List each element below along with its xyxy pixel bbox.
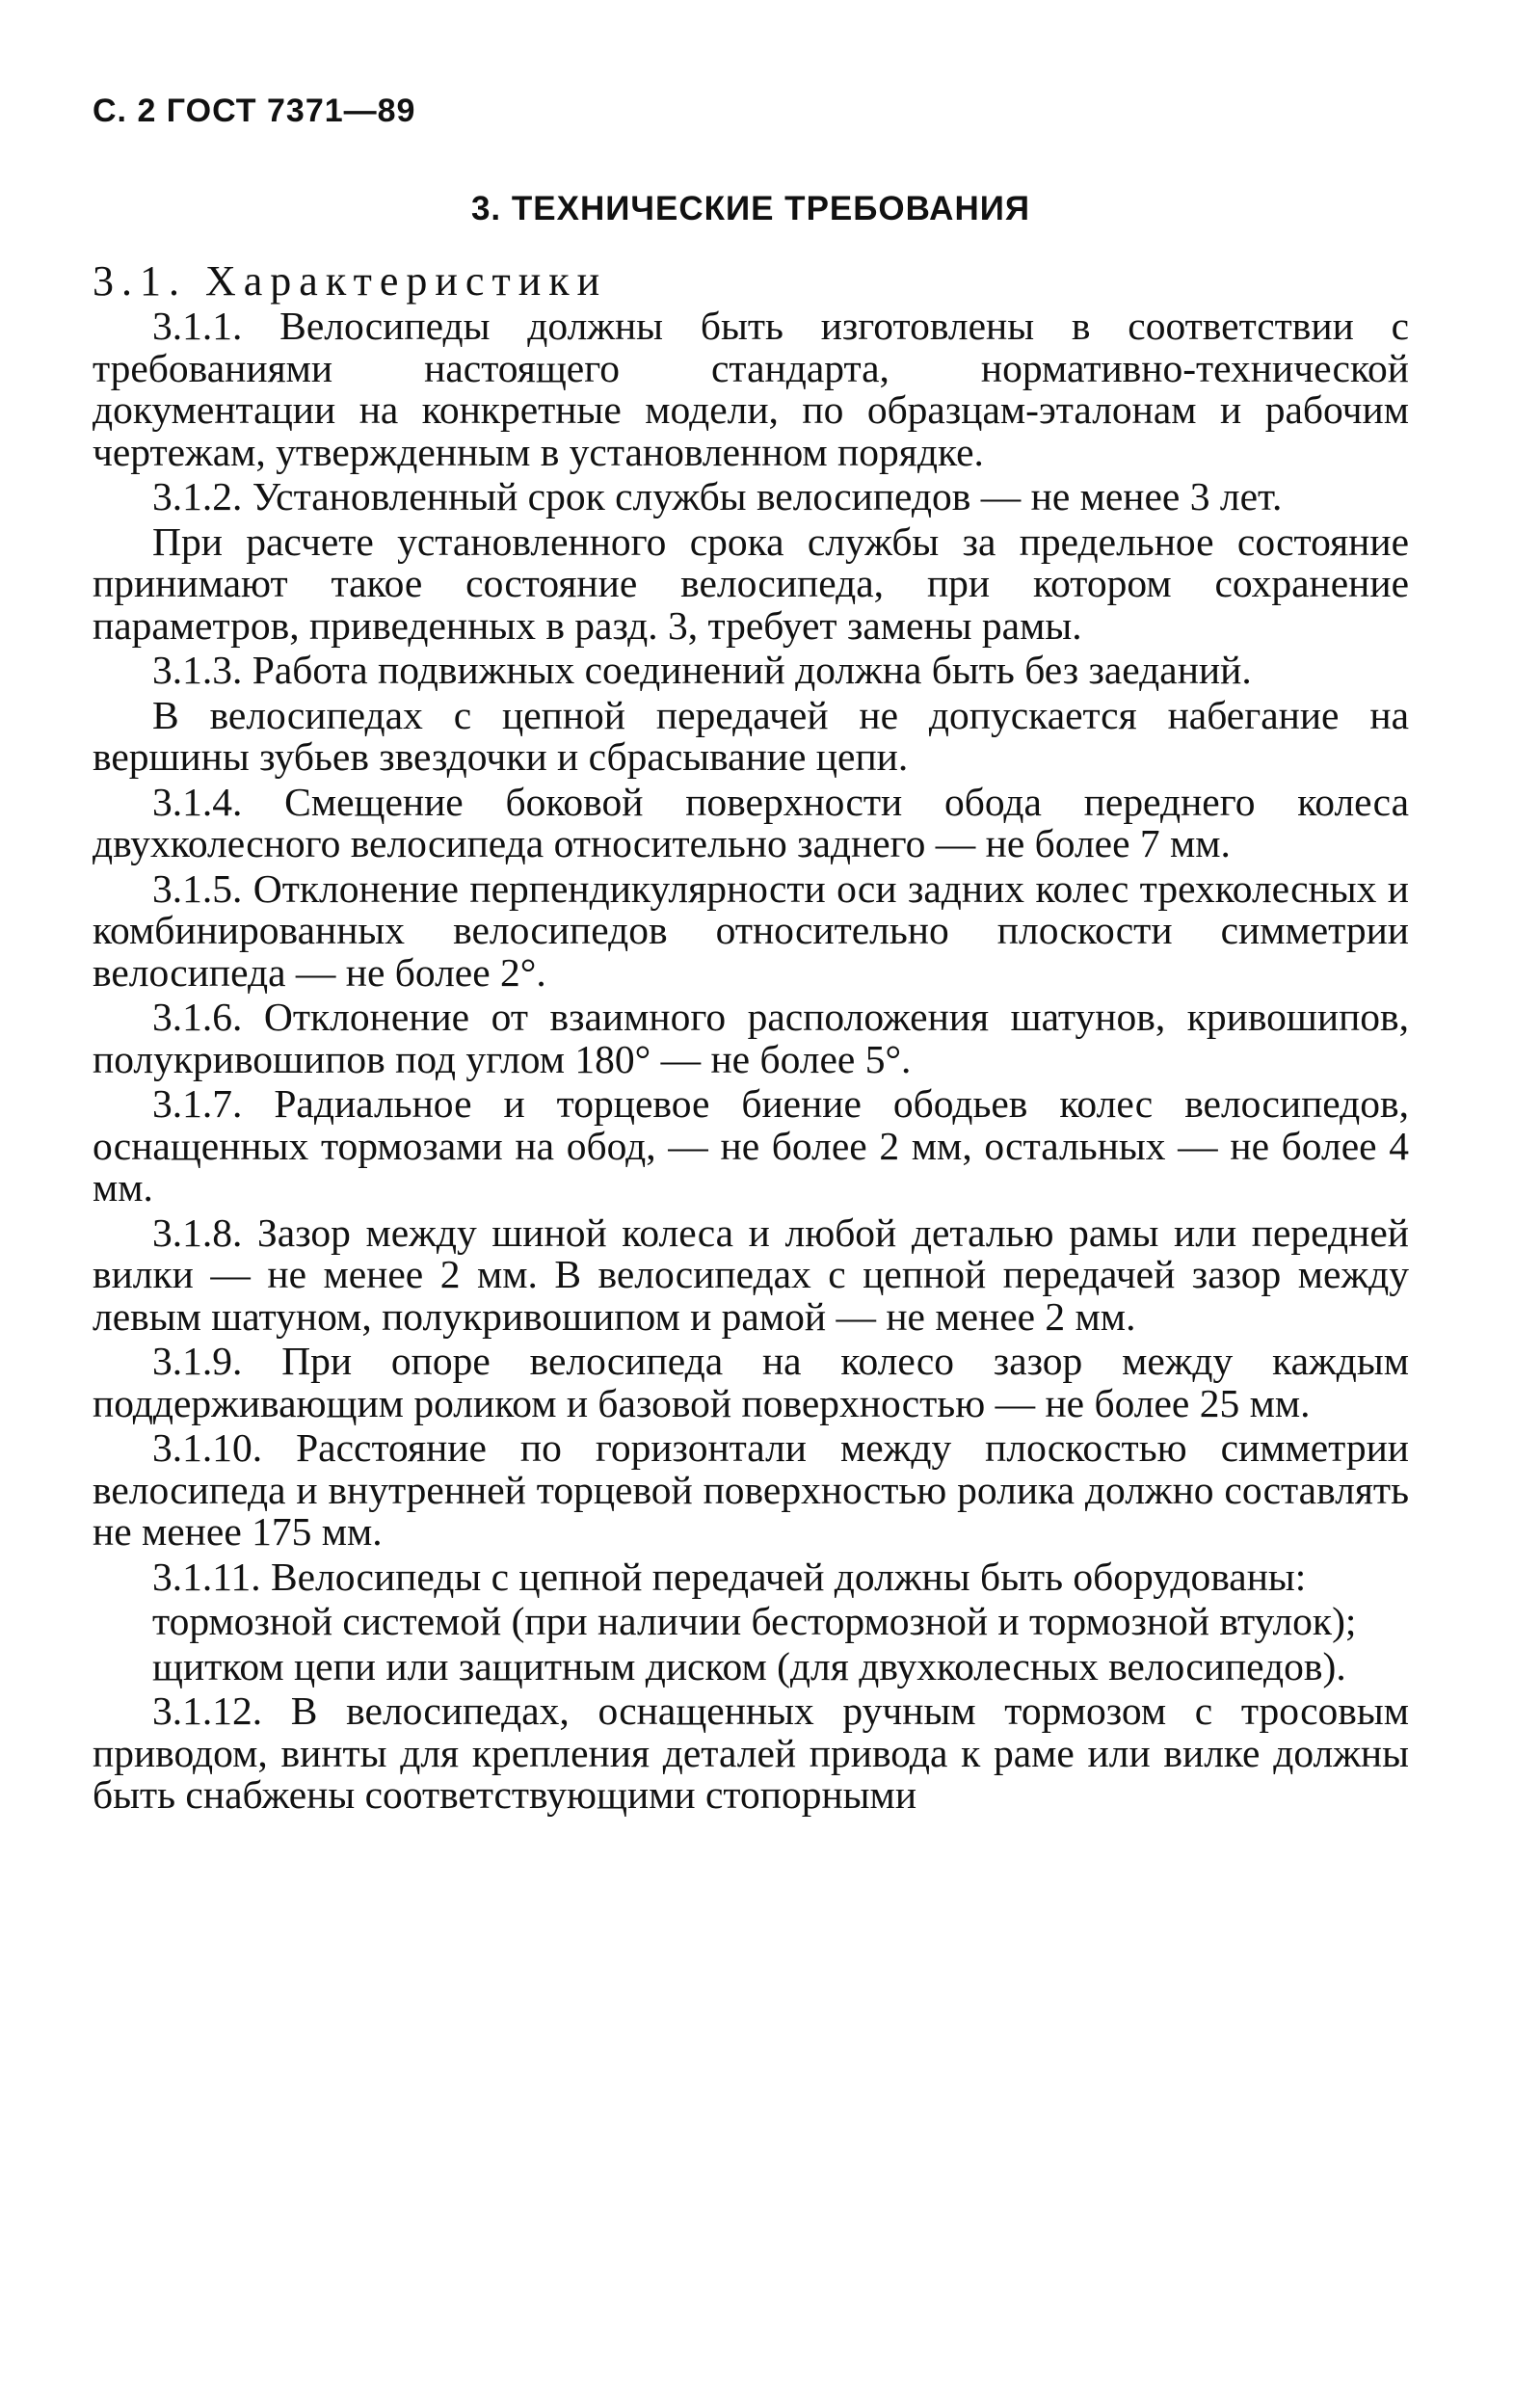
paragraph-3-1-5: 3.1.5. Отклонение перпендикулярности оси задних колес трехколесных и комбинированных велосипедов относительно плоскости симметрии велосипеда — не более 2°. bbox=[93, 865, 1409, 995]
paragraph-chain-guard-item: щитком цепи или защитным диском (для двухколесных велосипедов). bbox=[152, 1643, 1346, 1688]
paragraph-3-1-2: 3.1.2. Установленный срок службы велосипедов — не менее 3 лет. bbox=[152, 474, 1283, 518]
paragraph-chain-note: В велосипедах с цепной передачей не допускается набегание на вершины зубьев звездочки и сбрасывание цепи. bbox=[93, 692, 1409, 779]
paragraph-3-1-8: 3.1.8. Зазор между шиной колеса и любой деталью рамы или передней вилки — не менее 2 мм. В велосипедах с цепной передачей зазор между левым шатуном, полукривошипом и рамой — не менее 2 мм. bbox=[93, 1210, 1409, 1339]
paragraph-brake-system-item: тормозной системой (при наличии бестормозной и тормозной втулок); bbox=[152, 1599, 1357, 1643]
paragraph-3-1-9: 3.1.9. При опоре велосипеда на колесо зазор между каждым поддерживающим роликом и базовой поверхностью — не более 25 мм. bbox=[93, 1339, 1409, 1425]
paragraph-3-1-7: 3.1.7. Радиальное и торцевое биение ободьев колес велосипедов, оснащенных тормозами на обод, — не более 2 мм, остальных — не более 4 мм. bbox=[93, 1081, 1409, 1210]
paragraph-3-1-6: 3.1.6. Отклонение от взаимного расположения шатунов, кривошипов, полукривошипов под углом 180° — не более 5°. bbox=[93, 995, 1409, 1081]
paragraph-3-1-1: 3.1.1. Велосипеды должны быть изготовлены в соответствии с требованиями настоящего стандарта, нормативно-технической документации на конкретные модели, по образцам-эталонам и рабочим чертежам, утвержденным в установленном порядке. bbox=[93, 304, 1409, 474]
section-title: 3. ТЕХНИЧЕСКИЕ ТРЕБОВАНИЯ bbox=[470, 190, 1031, 227]
paragraph-3-1-3: 3.1.3. Работа подвижных соединений должна быть без заеданий. bbox=[152, 648, 1252, 692]
paragraph-3-1-11: 3.1.11. Велосипеды с цепной передачей должны быть оборудованы: bbox=[152, 1554, 1307, 1599]
subsection-title: 3.1. Характеристики bbox=[93, 257, 608, 305]
paragraph-3-1-10: 3.1.10. Расстояние по горизонтали между плоскостью симметрии велосипеда и внутренней торцевой поверхностью ролика должно составлять не менее 175 мм. bbox=[93, 1425, 1409, 1554]
running-header: С. 2 ГОСТ 7371—89 bbox=[93, 93, 416, 129]
paragraph-service-life-note: При расчете установленного срока службы за предельное состояние принимают такое состояние велосипеда, при котором сохранение параметров, приведенных в разд. 3, требует замены рамы. bbox=[93, 518, 1409, 648]
document-page bbox=[93, 93, 1409, 1820]
paragraph-3-1-4: 3.1.4. Смещение боковой поверхности обода переднего колеса двухколесного велосипеда относительно заднего — не более 7 мм. bbox=[93, 779, 1409, 865]
paragraph-3-1-12: 3.1.12. В велосипедах, оснащенных ручным тормозом с тросовым приводом, винты для крепления деталей привода к раме или вилке должны быть снабжены соответствующими стопорными bbox=[93, 1688, 1409, 1817]
